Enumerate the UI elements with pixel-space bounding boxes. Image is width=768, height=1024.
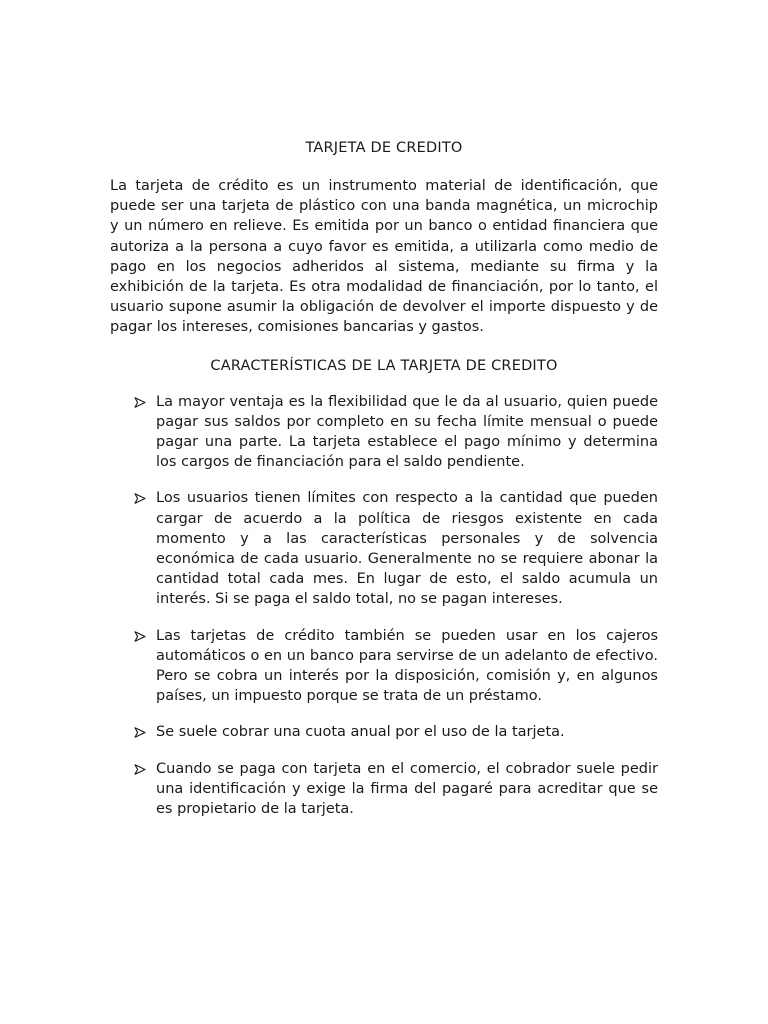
arrowhead-bullet-icon bbox=[134, 493, 146, 504]
list-item bbox=[110, 488, 658, 609]
arrowhead-bullet-icon bbox=[134, 631, 146, 642]
arrowhead-bullet-icon bbox=[134, 727, 146, 738]
arrowhead-bullet-icon bbox=[134, 764, 146, 775]
list-item-text: Las tarjetas de crédito también se pueden usar en los cajeros automáticos o en un banco para servirse de un adelanto de efectivo. Pero se cobra un interés por la disposición, comisión y, en algunos países, un impuesto porque se trata de un préstamo. bbox=[156, 627, 658, 705]
list-item bbox=[110, 722, 658, 742]
list-item-text: La mayor ventaja es la flexibilidad que le da al usuario, quien puede pagar sus saldos por completo en su fecha límite mensual o puede pagar una parte. La tarjeta establece el pago mínimo y determina los cargos de financiación para el saldo pendiente. bbox=[156, 393, 658, 471]
list-item-text: Los usuarios tienen límites con respecto a la cantidad que pueden cargar de acuerdo a la política de riesgos existente en cada momento y a las características personales y de solvencia económica de cada usuario. Generalmente no se requiere abonar la cantidad total cada mes. En lugar de esto, el saldo acumula un interés. Si se paga el saldo total, no se pagan intereses. bbox=[156, 490, 658, 608]
document-title: TARJETA DE CREDITO bbox=[305, 140, 463, 156]
list-item-text: Se suele cobrar una cuota anual por el uso de la tarjeta. bbox=[156, 724, 565, 741]
characteristics-list bbox=[110, 392, 658, 820]
arrowhead-bullet-icon bbox=[134, 397, 146, 408]
list-item bbox=[110, 759, 658, 820]
list-item-text: Cuando se paga con tarjeta en el comercio, el cobrador suele pedir una identificación y exige la firma del pagaré para acreditar que se es propietario de la tarjeta. bbox=[156, 760, 658, 818]
document-body bbox=[110, 138, 658, 835]
list-item bbox=[110, 626, 658, 707]
list-item bbox=[110, 392, 658, 473]
intro-paragraph: La tarjeta de crédito es un instrumento material de identificación, que puede ser una tarjeta de plástico con una banda magnética, un microchip y un número en relieve. Es emitida por un banco o entidad financiera que autoriza a la persona a cuyo favor es emitida, a utilizarla como medio de pago en los negocios adheridos al sistema, mediante su firma y la exhibición de la tarjeta. Es otra modalidad de financiación, por lo tanto, el usuario supone asumir la obligación de devolver el importe dispuesto y de pagar los intereses, comisiones bancarias y gastos. bbox=[110, 178, 658, 336]
section-title: CARACTERÍSTICAS DE LA TARJETA DE CREDITO bbox=[210, 357, 558, 374]
